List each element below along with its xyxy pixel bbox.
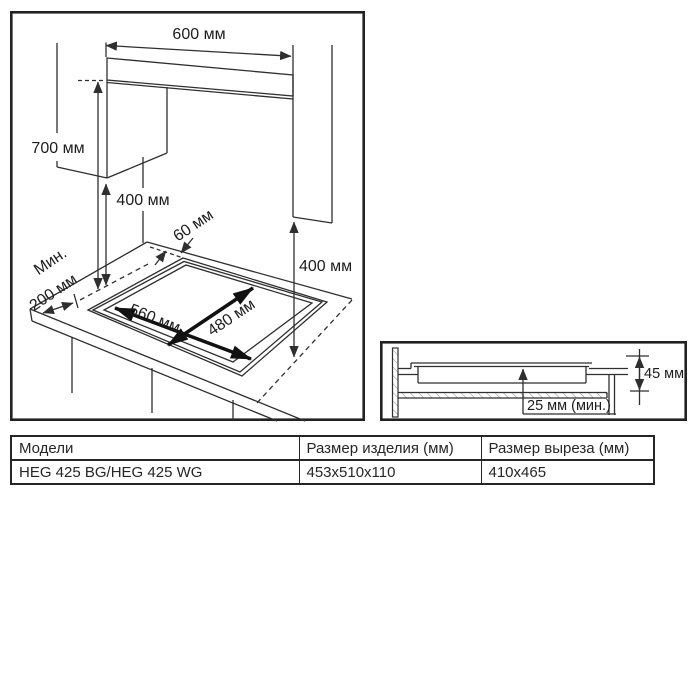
right-wall-cabinet bbox=[293, 45, 332, 223]
dim-400-right-label: 400 мм bbox=[299, 258, 353, 275]
side-wall bbox=[393, 348, 399, 417]
dim-600 bbox=[106, 43, 291, 58]
dim-700-label: 700 мм bbox=[31, 140, 85, 157]
spec-table-row bbox=[11, 460, 654, 484]
diagram-border bbox=[11, 12, 363, 419]
dim-60-label: 60 мм bbox=[170, 206, 217, 246]
dim-25-label: 25 мм (мин.) bbox=[527, 398, 611, 414]
header-cutout-size: Размер выреза (мм) bbox=[481, 436, 654, 460]
cell-model: HEG 425 BG/HEG 425 WG bbox=[11, 460, 299, 484]
cell-product-size: 453x510x110 bbox=[299, 460, 481, 484]
spec-table-header-row bbox=[11, 436, 654, 460]
header-models: Модели bbox=[11, 436, 299, 460]
min-200-label: 200 мм bbox=[26, 270, 81, 315]
dim-560-label: 560 мм bbox=[126, 301, 183, 337]
installation-diagram bbox=[10, 11, 366, 422]
spec-table bbox=[10, 435, 655, 485]
dim-45-label: 45 мм bbox=[644, 366, 685, 382]
left-wall-cabinet bbox=[57, 43, 167, 178]
dim-600-label: 600 мм bbox=[172, 26, 226, 43]
header-product-size: Размер изделия (мм) bbox=[299, 436, 481, 460]
dim-400-left-label: 400 мм bbox=[116, 192, 170, 209]
dim-480-label: 480 мм bbox=[204, 295, 259, 340]
hood-panel-underline bbox=[107, 83, 293, 100]
cross-section-diagram bbox=[380, 341, 689, 422]
dim-60 bbox=[150, 238, 193, 265]
cell-cutout-size: 410x465 bbox=[481, 460, 654, 484]
min-word-label: Мин. bbox=[31, 244, 71, 279]
dim-700 bbox=[78, 81, 104, 290]
